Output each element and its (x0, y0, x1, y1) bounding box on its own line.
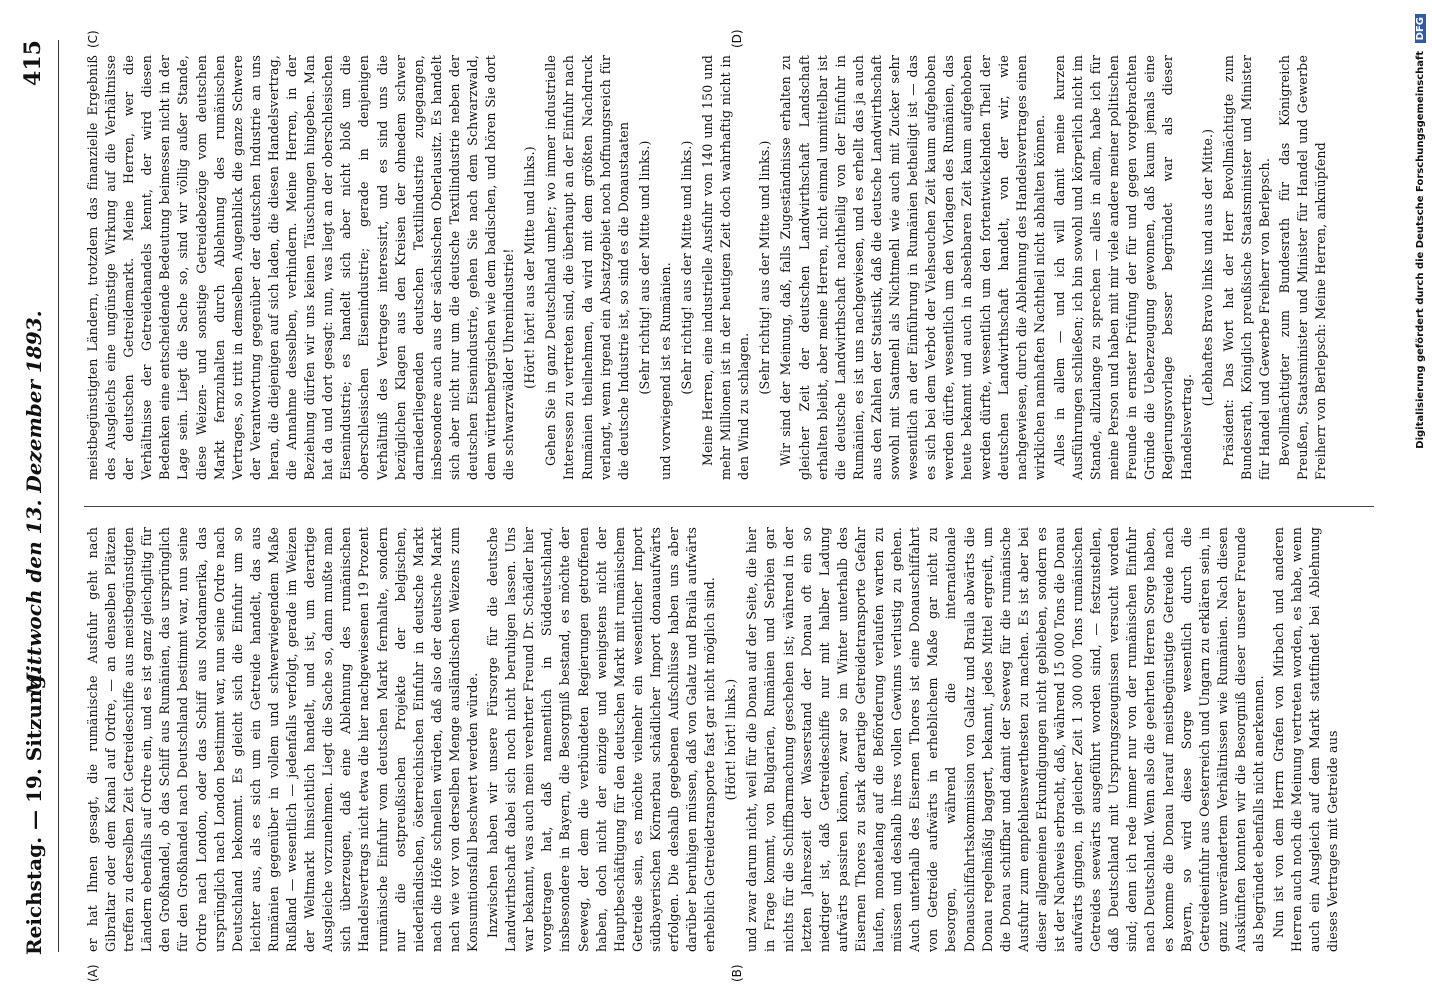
dfg-logo: DFG (1415, 14, 1426, 43)
paragraph: Inzwischen haben wir unsere Fürsorge für die deutsche Landwirthschaft dabei sich noch nicht beruhigen lassen. Uns war bekannt, was auch mein verehrter Freund Dr. Schädler hier vorgetragen hat, daß namentlich in Süddeutschland, insbesondere in Bayern, die Besorgniß bestand, es möchte der Seeweg, der dem die verbündeten Regierungen getroffenen haben, doch nicht der einzige und wenigstens nicht der Hauptbeschäftigung für den deutschen Markt mit rumänischem Getreide sein, es möchte vielmehr ein wesentlicher Import südbayerischen Körnerbau schädlicher Import donauaufwärts erfolgen. Die deshalb gegebenen Aufschlüsse haben uns aber darüber beruhigen müssen, daß von Galatz und Braila aufwärts erheblich Getreidetransporte fast gar nicht möglich sind. (485, 527, 718, 952)
interjection: (Sehr richtig! aus der Mitte und links.) (757, 140, 773, 395)
paragraph: Wir sind der Meinung, daß, falls Zugeständnisse erhalten zu gleicher Zeit der deutschen Landwirthschaft Landschaft erhalten bleibt, aber meine Herren, nicht einmal unmittelbar ist die deutsche Landwirthschaft nachtheilig von der Einfuhr in Rumänien, es ist uns nachgewiesen, und es erhellt das ja auch aus den Zahlen der Statistik, daß die deutsche Landwirthschaft sowohl mit Saatmehl als Nichtmehl wie auch mit Zucker sehr wesentlich an der Einführung in Rumänien betheiligt ist — das es sich bei dem Verbot der Viehseuchen Zeit kaum aufgehoben werden dürfte, wesentlich um den Vorlagen des Rumänien, das heute bekannt und auch in absehbaren Zeit kaum aufgehoben werden dürfte, wesentlich um den fortentwickelnden Theil der deutschen Landwirthschaft handelt, von der wir, wie nachgewiesen, durch die Ablehnung des Handelsvertrages einen wirklichen namhaften Nachtheil nicht abhalten können. (778, 55, 1047, 480)
interjection: (Hört! hört! links.) (723, 678, 739, 801)
margin-letter-c: (C) (86, 30, 100, 48)
paragraph: Nun ist von dem Herrn Grafen von Mirbach und anderen Herren auch noch die Meinung vertreten worden, es habe, wenn auch ein Ausgleich auf dem Markt stattfindet bei Ablehnung dieses Vertrages mit Getreide aus (1271, 527, 1341, 952)
text-column-right (84, 55, 1332, 480)
margin-letter-a: (A) (86, 964, 100, 982)
header-date: Mittwoch den 13. Dezember 1893. (22, 310, 46, 695)
paragraph: und zwar darum nicht, weil für die Donau auf der Seite, die hier in Frage kommt, von Bulgarien, Rumänien und Serbien gar nichts für die Schiffbarmachung geschehen ist; während in der letzten Jahreszeit der Wasserstand der Donau oft ein so niedriger ist, daß Getreideschiffe nur mit halber Ladung aufwärts passiren können, zwar so im Winter unterhalb des Eisernen Thores zu stark derartige Getreidetransporte Gefahr laufen, monatelang auf die Beförderung verlaufen warten zu müssen und deshalb ihres vollen Gewinns verlustig zu gehen. Auch unterhalb des Eisernen Thores ist eine Donauschiffahrt von Getreide aufwärts in erheblichem Maße gar nicht zu besorgen, während die internationale Donauschiffahrtskommission von Galatz und Braila abwärts die Donau regelmäßig baggert, bekannt, jedes Mittel ergreift, um die Donau schiffbar und damit der Seeweg für die rumänische Ausfuhr zum empfehlenswerthesten zu machen. Es ist aber bei dieser allgemeinen Erkundigungen nicht geblieben, sondern es ist der Nachweis erbracht, daß, während 15 000 Tons die Donau aufwärts gingen, in gleicher Zeit 1 300 000 Tons rumänischen Getreides seewärts ausgeführt worden sind, — festzustellen, daß Deutschland mit Ursprungszeugnissen versucht worden sind; denn ich rede immer nur von der rumänischen Einfuhr nach Deutschland. Wenn also die geehrten Herren Sorge haben, es komme die Donau herauf meistbegünstigte Getreide nach Bayern, so wird diese Sorge wesentlich durch die Getreideeinfuhr aus Oesterreich und Ungarn zu erklären sein, in ganz unverändertem Verhältnissen wie Rumänien. Nach diesen Auskünften konnten wir die Besorgniß dieser unserer Freunde als begründet ebenfalls nicht anerkennen. (744, 527, 1266, 952)
margin-letter-d: (D) (730, 29, 744, 48)
digitization-text: Digitalisierung gefördert durch die Deutsche Forschungsgemeinschaft (1415, 50, 1426, 449)
column-divider (84, 506, 1374, 507)
header-rule (58, 40, 59, 952)
interjection: (Sehr richtig! aus der Mitte und links.) (636, 140, 652, 395)
margin-letter-b: (B) (730, 964, 744, 982)
interjection: (Hört! hört! aus der Mitte und links.) (522, 146, 538, 389)
paragraph: Meine Herren, eine industrielle Ausfuhr von 140 und 150 und mehr Millionen ist in der heutigen Zeit doch wahrhaftig nicht in den Wind zu schlagen. (700, 55, 752, 480)
text-column-left (84, 527, 1344, 952)
page-number: 415 (20, 40, 46, 86)
paragraph: Alles in allem — und ich will damit meine kurzen Ausführungen schließen; ich bin sowohl und körperlich nicht im Stande, allzulange zu sprechen — alles in allem, habe ich für meine Person und haben mit mir viele andere meiner politischen Freunde in ernster Prüfung der für und gegen vorgebrachten Gründe die Ueberzeugung gewonnen, daß kaum jemals eine Regierungsvorlage besser begründet war als dieser Handelsvertrag. (1051, 55, 1194, 480)
paragraph: und vorwiegend ist es Rumänien. (657, 262, 673, 480)
interjection: (Lebhaftes Bravo links und aus der Mitte.) (1199, 128, 1215, 407)
page-header (14, 40, 54, 955)
header-session: Reichstag. — 19. Sitzung. (22, 668, 46, 955)
paragraph: Gehen Sie in ganz Deutschland umher; wo immer industrielle Interessen zu vertreten sind, die überhaupt an der Einfuhr nach Rumänien theilnehmen, da wird mit dem größten Nachdruck verlangt, wenn irgend ein Absatzgebiet noch hoffnungsreich für die deutsche Industrie ist, so sind es die Donaustaaten (543, 55, 631, 480)
interjection: (Sehr richtig! aus der Mitte und links.) (679, 140, 694, 395)
paragraph: Bevollmächtigter zum Bundesrath für das Königreich Preußen, Staatsminister und Minister für Handel und Gewerbe Freiherr von Berlepsch: Meine Herren, anknüpfend (1277, 55, 1329, 480)
paragraph: meistbegünstigten Ländern, trotzdem das finanzielle Ergebniß des Ausgleichs eine ungünstige Wirkung auf die Verhältnisse der deutschen Getreidemarkt. Meine Herren, wer die Verhältnisse der Getreidehandels kennt, der wird diesen Bedenken eine entscheidende Bedeutung beimessen nicht in der Lage sein. Liegt die Sache so, sind wir völlig außer Stande, diese Weizen- und sonstige Getreidebezüge vom deutschen Markt fernzuhalten durch Ablehnung des rumänischen Vertrages, so tritt in demselben Augenblick die ganze Schwere der Verantwortung gegenüber der deutschen Industrie an uns heran, die diejenigen auf sich laden, die diesen Handelsvertrag, die Annahme desselben, verhindern. Meine Herren, in der Beziehung dürfen wir uns keinen Täuschungen hingeben. Man hat da und dort gesagt: nun, was liegt an der oberschlesischen Eisenindustrie; es handelt sich aber nicht bloß um die oberschlesischen Eisenindustrie; gerade in denjenigen Verhältniß des Vertrages interessirt, und es sind uns die bezüglichen Klagen aus den Kreisen der ohnedem schwer darniederliegenden deutschen Textilindustrie zugegangen, insbesondere auch aus der sächsischen Oberlausitz. Es handelt sich aber nicht nur um die deutsche Textilindustrie neben der deutschen Eisenindustrie, gehen Sie nach dem Schwarzwald, dem württembergischen wie dem badischen, und hören Sie dort die schwarzwälder Uhrenindustrie! (85, 55, 517, 480)
digitization-note (1415, 14, 1426, 449)
paragraph: er hat Ihnen gesagt, die rumänische Ausfuhr geht nach Gibraltar oder dem Kanal auf Ordre, — an denselben Plätzen treffen zu derselben Zeit Getreideschiffe aus meistbegünstigten Ländern ebenfalls auf Ordre ein, und es ist ganz gleichgiltig für den Großhandel, ob das Schiff aus Rumänien, das ursprünglich für den Großhandel nach Deutschland bestimmt war, nun seine Ordre nach London, oder das Schiff aus Nordamerika, das ursprünglich nach London bestimmt war, nun seine Ordre nach Deutschland bekommt. Es gleicht sich die Einfuhr um so leichter aus, als es sich um ein Getreide handelt, das aus Rumänien gegenüber in vollem und schwerwiegendem Maße Rußland — wesentlich — jedenfalls verfolgt, gerade im Weizen der Weltmarkt hinsichtlich handelt, und ist, um derartige Ausgleiche vorzunehmen. Liegt die Sache so, dann mußte man sich überzeugen, daß eine Ablehnung des rumänischen Handelsvertrags nicht etwa die hier nachgewiesenen 19 Prozent rumänische Einfuhr vom deutschen Markt fernhalte, sondern nur die ostpreußischen Projekte der belgischen, niederländischen, österreichischen Einfuhr in deutsche Markt nach die Höfe schnellen würden, daß also der deutsche Markt nach wie vor von derselben Menge ausländischen Weizens zum Konsumtionsfall beschwert werden würde. (85, 527, 480, 952)
paragraph: Präsident: Das Wort hat der Herr Bevollmächtigte zum Bundesrath, Königlich preußische Staatsminister und Minister für Handel und Gewerbe Freiherr von Berlepsch. (1220, 55, 1272, 480)
